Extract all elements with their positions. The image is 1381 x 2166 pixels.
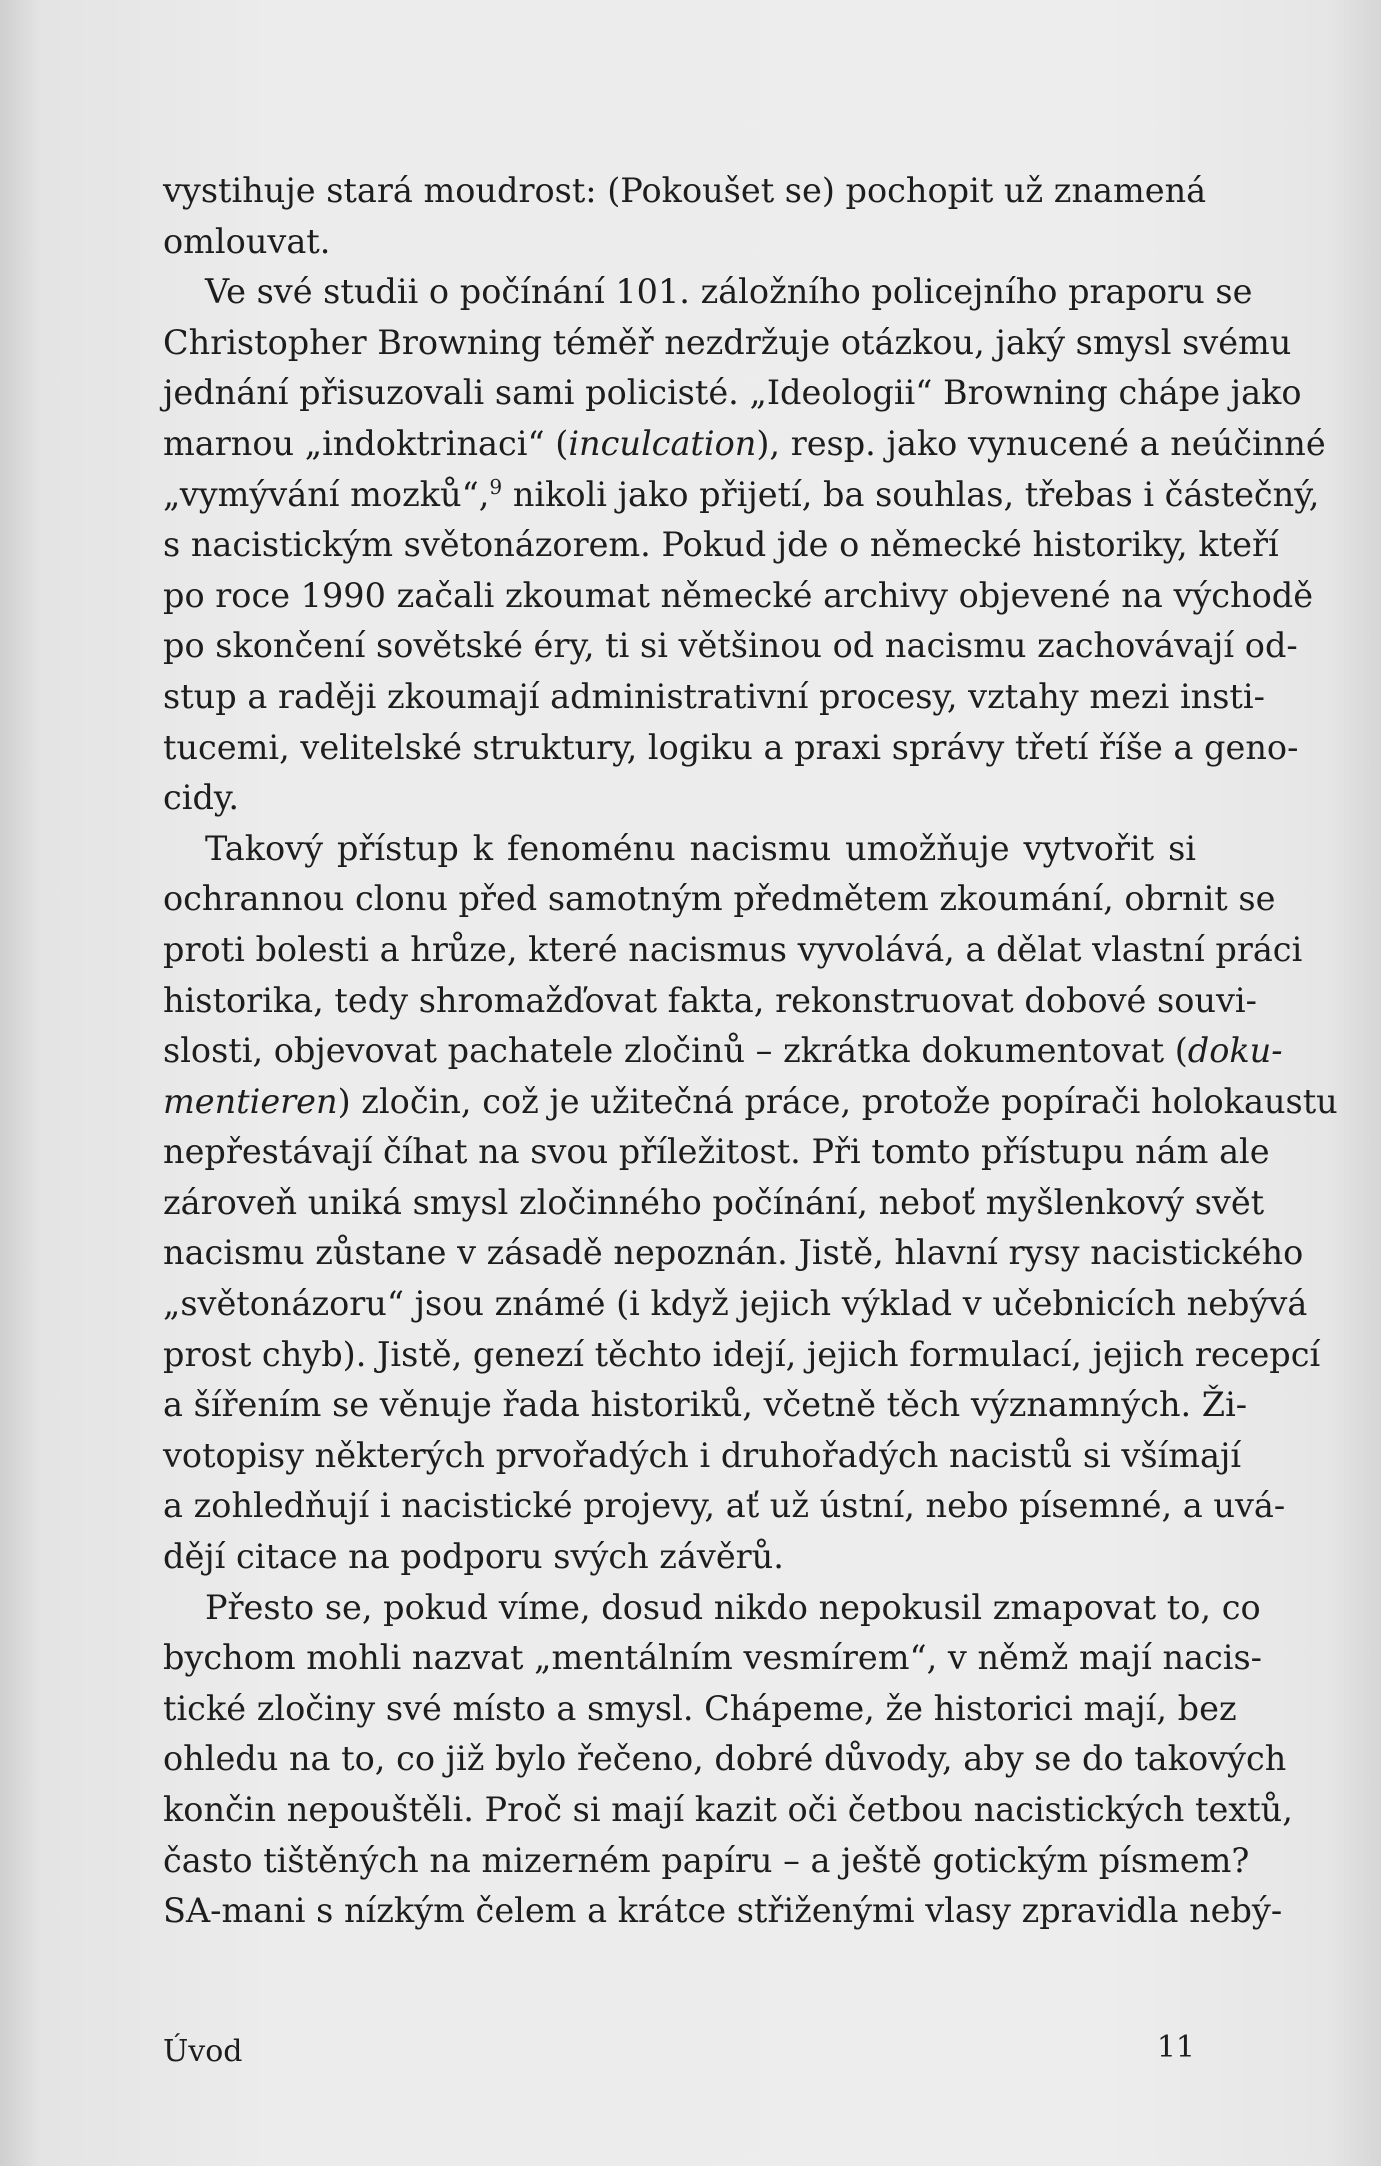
italic-term: doku- xyxy=(1187,1031,1283,1071)
text-line xyxy=(163,773,1196,824)
text-line xyxy=(163,976,1257,1027)
text-run: a zohledňují i nacistické projevy, ať už ústní, nebo písemné, a uvá- xyxy=(163,1486,1286,1526)
text-run: po roce 1990 začali zkoumat německé archivy objevené na východě xyxy=(163,575,1314,615)
text-line xyxy=(163,874,1276,925)
text-run: prost chyb). Jistě, genezí těchto idejí, jejich formulací, jejich recepcí xyxy=(163,1334,1321,1374)
text-line xyxy=(163,1330,1321,1381)
text-run: jednání přisuzovali sami policisté. „Ideologii“ Browning chápe jako xyxy=(163,373,1302,413)
page-number: 11 xyxy=(1156,2030,1195,2065)
text-line xyxy=(163,723,1299,774)
text-run: slosti, objevovat pachatele zločinů – zkrátka dokumentovat ( xyxy=(163,1031,1188,1071)
text-line xyxy=(163,1127,1270,1178)
text-line xyxy=(163,1583,1261,1634)
text-line xyxy=(163,1633,1262,1684)
text-line xyxy=(163,1026,1283,1077)
text-run: po skončení sovětské éry, ti si většinou od nacismu zachovávají od- xyxy=(163,626,1298,666)
text-run: nepřestávají číhat na svou příležitost. Při tomto přístupu nám ale xyxy=(163,1132,1270,1172)
text-line xyxy=(163,166,1207,217)
text-run: Takový přístup k fenoménu nacismu umožňuje vytvořit si xyxy=(205,828,1196,868)
text-line xyxy=(163,419,1326,470)
paragraph xyxy=(163,166,1207,267)
text-run: proti bolesti a hrůze, které nacismus vyvolává, a dělat vlastní práci xyxy=(163,929,1303,969)
italic-term: inculcation xyxy=(568,423,757,463)
text-run: ) zločin, což je užitečná práce, protože popírači holokaustu xyxy=(337,1081,1338,1121)
text-run: s nacistickým světonázorem. Pokud jde o německé historiky, kteří xyxy=(163,525,1279,565)
text-run: omlouvat. xyxy=(163,221,331,261)
text-run: a šířením se věnuje řada historiků, včetně těch významných. Ži- xyxy=(163,1385,1248,1425)
text-run: historika, tedy shromažďovat fakta, rekonstruovat dobové souvi- xyxy=(163,980,1257,1020)
text-run: nikoli jako přijetí, ba souhlas, třebas i částečný, xyxy=(502,474,1320,514)
text-line xyxy=(163,470,1320,521)
text-run: Christopher Browning téměř nezdržuje otázkou, jaký smysl svému xyxy=(163,322,1292,362)
text-line xyxy=(163,1684,1237,1735)
text-line xyxy=(163,1279,1308,1330)
text-run: Ve své studii o počínání 101. záložního policejního praporu se xyxy=(205,272,1253,312)
text-line xyxy=(163,267,1253,318)
text-line xyxy=(163,672,1265,723)
text-run: ochrannou clonu před samotným předmětem zkoumání, obrnit se xyxy=(163,879,1276,919)
text-run: vystihuje stará moudrost: (Pokoušet se) pochopit už znamená xyxy=(163,171,1207,210)
text-line xyxy=(163,571,1314,622)
text-line xyxy=(163,1431,1242,1482)
text-line xyxy=(163,1532,1196,1583)
text-run: tické zločiny své místo a smysl. Chápeme, že historici mají, bez xyxy=(163,1688,1237,1728)
text-line xyxy=(163,1836,1250,1887)
text-line xyxy=(163,1228,1304,1279)
text-run: Přesto se, pokud víme, dosud nikdo nepokusil zmapovat to, co xyxy=(205,1587,1261,1627)
text-line xyxy=(163,520,1279,571)
body-text xyxy=(163,166,1338,1937)
text-line xyxy=(163,1785,1293,1836)
text-run: „vymývání mozků“, xyxy=(163,474,490,514)
footnote-reference: 9 xyxy=(489,474,503,499)
text-line xyxy=(163,1481,1286,1532)
paragraph xyxy=(163,824,1338,1583)
text-line xyxy=(163,621,1298,672)
text-run: dějí citace na podporu svých závěrů. xyxy=(163,1537,784,1577)
text-run: ohledu na to, co již bylo řečeno, dobré důvody, aby se do takových xyxy=(163,1739,1287,1779)
italic-term: mentieren xyxy=(163,1081,338,1121)
paragraph xyxy=(163,1583,1293,1937)
text-run: zároveň uniká smysl zločinného počínání, neboť myšlenkový svět xyxy=(163,1182,1265,1222)
text-line xyxy=(163,1077,1338,1128)
text-run: marnou „indoktrinaci“ ( xyxy=(163,423,569,463)
text-run: nacismu zůstane v zásadě nepoznán. Jistě, hlavní rysy nacistického xyxy=(163,1233,1304,1273)
text-run: končin nepouštěli. Proč si mají kazit oči četbou nacistických textů, xyxy=(163,1790,1293,1829)
text-run: často tištěných na mizerném papíru – a ještě gotickým písmem? xyxy=(163,1840,1250,1880)
text-line xyxy=(163,925,1303,976)
text-run: votopisy některých prvořadých i druhořadých nacistů si všímají xyxy=(163,1435,1242,1475)
text-run: tucemi, velitelské struktury, logiku a praxi správy třetí říše a geno- xyxy=(163,727,1299,767)
text-line xyxy=(163,368,1302,419)
text-run: stup a raději zkoumají administrativní procesy, vztahy mezi insti- xyxy=(163,676,1265,716)
text-run: „světonázoru“ jsou známé (i když jejich výklad v učebnicích nebývá xyxy=(163,1284,1308,1324)
text-line xyxy=(163,1734,1287,1785)
text-line xyxy=(163,1886,1283,1937)
text-run: cidy. xyxy=(163,778,240,818)
text-run: bychom mohli nazvat „mentálním vesmírem“, v němž mají nacis- xyxy=(163,1638,1262,1678)
text-line xyxy=(163,217,1196,268)
text-line xyxy=(163,824,1196,875)
text-run: ), resp. jako vynucené a neúčinné xyxy=(756,423,1326,463)
running-footer-section: Úvod xyxy=(163,2034,243,2069)
text-line xyxy=(163,318,1292,369)
text-line xyxy=(163,1178,1265,1229)
text-run: SA-mani s nízkým čelem a krátce střiženými vlasy zpravidla nebý- xyxy=(163,1891,1283,1931)
text-line xyxy=(163,1380,1248,1431)
paragraph xyxy=(163,267,1326,824)
